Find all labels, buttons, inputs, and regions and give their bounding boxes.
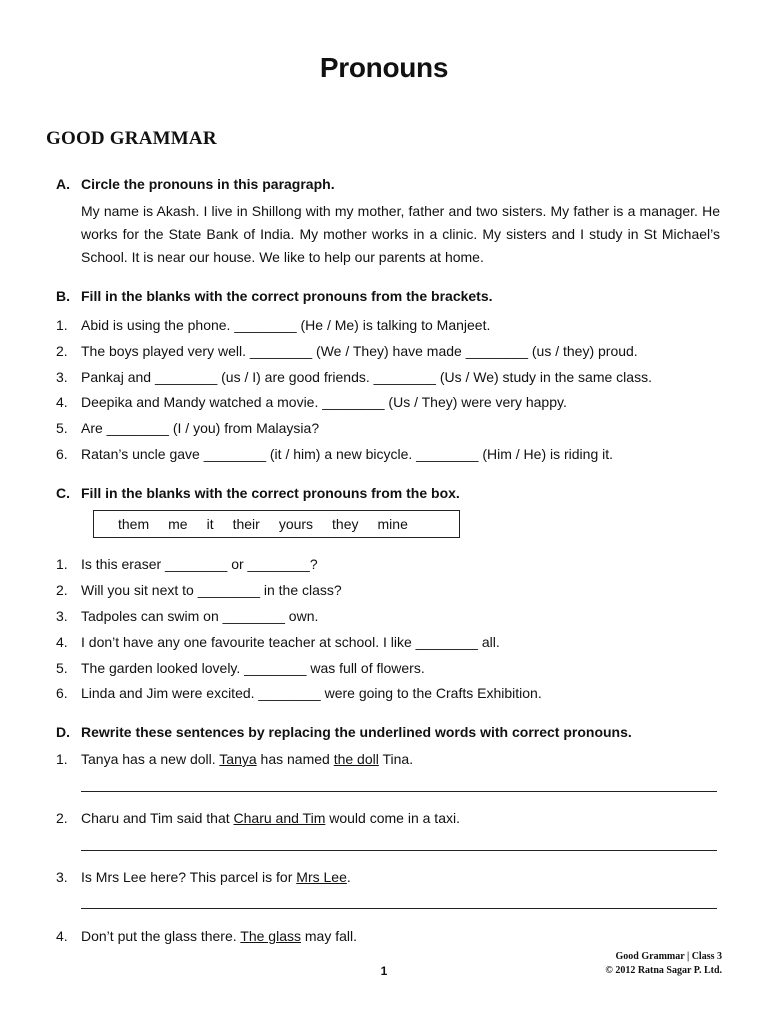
item-number: 3.	[56, 869, 68, 885]
item-text: The boys played very well. ________ (We / They) have made ________ (us / they) proud.	[81, 343, 638, 359]
item-text: .	[346, 869, 351, 885]
underlined-word: Mrs Lee	[296, 869, 347, 885]
section-heading: GOOD GRAMMAR	[46, 128, 217, 149]
item-number: 4.	[56, 634, 68, 650]
section-c-item	[56, 556, 318, 572]
item-text: I don’t have any one favourite teacher at school. I like ________ all.	[81, 634, 500, 650]
section-d-item	[56, 928, 357, 944]
section-c-item	[56, 608, 318, 624]
item-text: Ratan’s uncle gave ________ (it / him) a new bicycle. ________ (Him / He) is riding it.	[81, 446, 614, 462]
box-word: yours	[278, 516, 314, 532]
item-number: 5.	[56, 660, 68, 676]
item-text: Linda and Jim were excited. ________ were going to the Crafts Exhibition.	[81, 685, 542, 701]
item-text: may fall.	[301, 928, 358, 944]
item-text: Pankaj and ________ (us / I) are good friends. ________ (Us / We) study in the same class.	[81, 369, 652, 385]
box-word: mine	[377, 516, 408, 532]
section-b-instruction: Fill in the blanks with the correct pronouns from the brackets.	[81, 288, 493, 304]
item-number: 2.	[56, 343, 68, 359]
underlined-word: Charu and Tim	[233, 810, 326, 826]
item-number: 6.	[56, 446, 68, 462]
item-number: 4.	[56, 928, 68, 944]
box-word: me	[168, 516, 188, 532]
section-b-letter: B.	[56, 288, 70, 304]
item-text: The garden looked lovely. ________ was full of flowers.	[81, 660, 425, 676]
page-title: Pronouns	[319, 52, 449, 83]
section-a-paragraph: My name is Akash. I live in Shillong with my mother, father and two sisters. My father is a manager. He works for the State Bank of India. My mother works in a clinic. My sisters and I study in St Michael’s School. It is near our house. We like to help our parents at home.	[81, 203, 720, 265]
word-box	[93, 510, 460, 538]
item-number: 6.	[56, 685, 68, 701]
section-c-instruction: Fill in the blanks with the correct pronouns from the box.	[81, 485, 460, 501]
item-number: 1.	[56, 751, 68, 767]
item-text: Will you sit next to ________ in the class?	[81, 582, 342, 598]
item-number: 2.	[56, 810, 68, 826]
section-c-item	[56, 685, 542, 701]
item-number: 5.	[56, 420, 68, 436]
footer-copyright: © 2012 Ratna Sagar P. Ltd.	[605, 965, 722, 976]
section-b-heading	[56, 288, 493, 304]
item-text: Tina.	[378, 751, 414, 767]
item-text: Is Mrs Lee here? This parcel is for	[81, 869, 297, 885]
section-d-heading	[56, 724, 632, 740]
footer-book-line: Good Grammar | Class 3	[615, 951, 722, 962]
item-number: 3.	[56, 369, 68, 385]
item-number: 3.	[56, 608, 68, 624]
item-text: Abid is using the phone. ________ (He / Me) is talking to Manjeet.	[81, 317, 491, 333]
box-word: their	[232, 516, 260, 532]
underlined-word: the doll	[333, 751, 379, 767]
section-d-item	[56, 810, 460, 826]
item-text: Deepika and Mandy watched a movie. ________ (Us / They) were very happy.	[81, 394, 567, 410]
section-b-item	[56, 369, 652, 385]
item-number: 2.	[56, 582, 68, 598]
section-d-item	[56, 751, 413, 767]
answer-line[interactable]	[81, 908, 717, 909]
box-word: they	[332, 516, 359, 532]
section-a-instruction: Circle the pronouns in this paragraph.	[81, 176, 335, 192]
section-c-item	[56, 660, 425, 676]
section-c-letter: C.	[56, 485, 70, 501]
item-text: Don’t put the glass there.	[81, 928, 241, 944]
item-number: 1.	[56, 317, 68, 333]
item-text: Are ________ (I / you) from Malaysia?	[81, 420, 320, 436]
item-text: Tanya has a new doll.	[81, 751, 220, 767]
underlined-word: Tanya	[219, 751, 257, 767]
section-b-item	[56, 343, 638, 359]
item-number: 4.	[56, 394, 68, 410]
section-b-item	[56, 420, 319, 436]
section-d-letter: D.	[56, 724, 70, 740]
section-b-item	[56, 446, 613, 462]
item-text: has named	[256, 751, 334, 767]
section-b-item	[56, 317, 490, 333]
box-word: it	[206, 516, 214, 532]
box-word: them	[118, 516, 150, 532]
section-a-letter: A.	[56, 176, 70, 192]
item-number: 1.	[56, 556, 68, 572]
page-number: 1	[380, 964, 388, 978]
item-text: would come in a taxi.	[325, 810, 460, 826]
section-b-item	[56, 394, 567, 410]
item-text: Charu and Tim said that	[81, 810, 234, 826]
section-d-item	[56, 869, 351, 885]
section-c-item	[56, 582, 342, 598]
section-c-item	[56, 634, 500, 650]
underlined-word: The glass	[240, 928, 301, 944]
answer-line[interactable]	[81, 791, 717, 792]
item-text: Tadpoles can swim on ________ own.	[81, 608, 319, 624]
section-d-instruction: Rewrite these sentences by replacing the underlined words with correct pronouns.	[81, 724, 632, 740]
item-text: Is this eraser ________ or ________?	[81, 556, 318, 572]
footer-credit	[605, 950, 722, 978]
section-c-heading	[56, 485, 460, 501]
answer-line[interactable]	[81, 850, 717, 851]
section-a-heading	[56, 176, 335, 192]
